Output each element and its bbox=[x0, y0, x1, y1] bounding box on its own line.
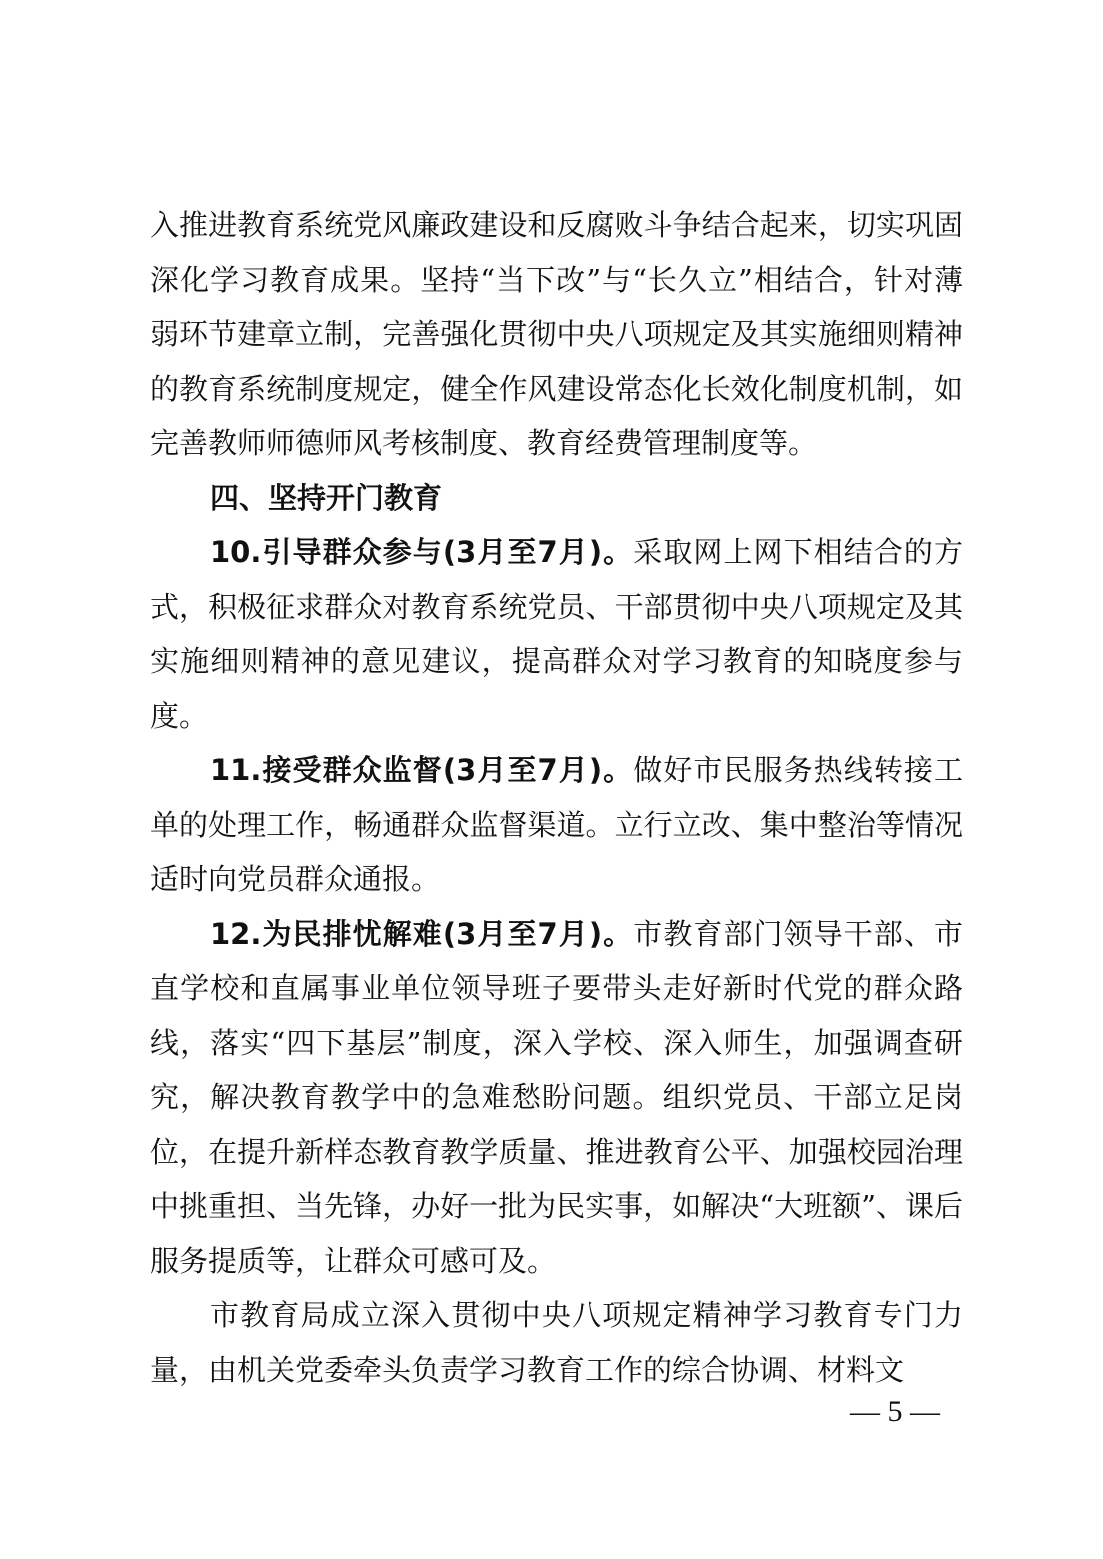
paragraph-continuation bbox=[150, 198, 963, 471]
paragraph-item-12 bbox=[150, 907, 963, 1289]
paragraph-text: 做好市民服务热线转接工单的处理工作，畅通群众监督渠道。立行立改、集中整治等情况适时向党员群众通报。 bbox=[150, 753, 963, 896]
paragraph-text: 市教育部门领导干部、市直学校和直属事业单位领导班子要带头走好新时代党的群众路线，落实“四下基层”制度，深入学校、深入师生，加强调查研究，解决教育教学中的急难愁盼问题。组织党员、干部立足岗位，在提升新样态教育教学质量、推进教育公平、加强校园治理中挑重担、当先锋，办好一批为民实事，如解决“大班额”、课后服务提质等，让群众可感可及。 bbox=[150, 916, 963, 1278]
section-heading-text: 四、坚持开门教育 bbox=[210, 480, 443, 515]
paragraph-text: 采取网上网下相结合的方式，积极征求群众对教育系统党员、干部贯彻中央八项规定及其实施细则精神的意见建议，提高群众对学习教育的知晓度参与度。 bbox=[150, 535, 963, 733]
paragraph-text: 市教育局成立深入贯彻中央八项规定精神学习教育专门力量，由机关党委牵头负责学习教育工作的综合协调、材料文 bbox=[150, 1298, 963, 1387]
paragraph-closing bbox=[150, 1288, 963, 1397]
paragraph-item-11 bbox=[150, 743, 963, 907]
section-heading bbox=[150, 471, 963, 526]
paragraph-item-10 bbox=[150, 525, 963, 743]
paragraph-text: 入推进教育系统党风廉政建设和反腐败斗争结合起来，切实巩固深化学习教育成果。坚持“当下改”与“长久立”相结合，针对薄弱环节建章立制，完善强化贯彻中央八项规定及其实施细则精神的教育系统制度规定，健全作风建设常态化长效化制度机制，如完善教师师德师风考核制度、教育经费管理制度等。 bbox=[150, 208, 963, 460]
item-lead: 10.引导群众参与(3月至7月)。 bbox=[210, 535, 634, 569]
document-body bbox=[150, 198, 963, 1397]
item-lead: 11.接受群众监督(3月至7月)。 bbox=[210, 753, 634, 787]
page-number: — 5 — bbox=[850, 1395, 940, 1428]
item-lead: 12.为民排忧解难(3月至7月)。 bbox=[210, 916, 634, 951]
